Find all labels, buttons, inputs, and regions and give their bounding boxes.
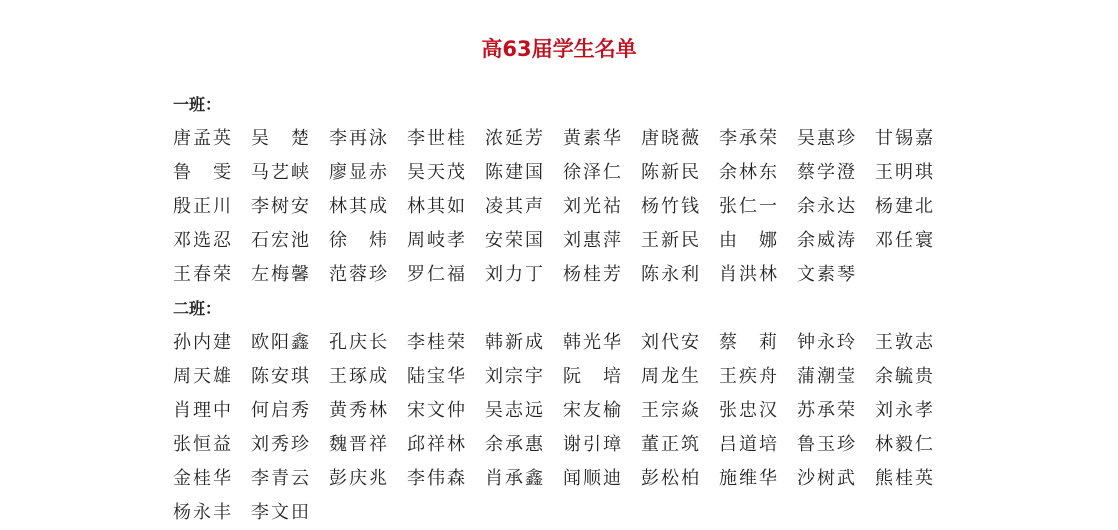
student-name: 浓延芳: [485, 128, 543, 149]
student-name: 刘秀珍: [251, 434, 309, 455]
student-name: 杨建北: [875, 196, 933, 217]
student-name: 左梅馨: [251, 264, 309, 285]
student-name: 熊桂英: [875, 468, 933, 489]
student-name: 蒲潮莹: [797, 366, 855, 387]
student-name: 宋友榆: [563, 400, 621, 421]
student-name: 刘宗宇: [485, 366, 543, 387]
student-name: 吴志远: [485, 400, 543, 421]
student-name: 彭庆兆: [329, 468, 387, 489]
student-name: 范蓉珍: [329, 264, 387, 285]
student-name: 王宗焱: [641, 400, 699, 421]
class-heading: 一班：: [173, 95, 222, 114]
student-name: 张忠汉: [719, 400, 777, 421]
student-name: 刘代安: [641, 332, 699, 353]
student-name: 闻顺迪: [563, 468, 621, 489]
student-name: 王新民: [641, 230, 699, 251]
student-name: 蔡学澄: [797, 162, 855, 183]
class-section-1: [173, 88, 1053, 292]
student-name: 余林东: [719, 162, 777, 183]
student-name: 何启秀: [251, 400, 309, 421]
student-name: 余威涛: [797, 230, 855, 251]
class-heading: 二班：: [173, 299, 222, 318]
name-grid: [173, 122, 1053, 292]
student-name: 徐泽仁: [563, 162, 621, 183]
student-name: 刘力丁: [485, 264, 543, 285]
student-name: 凌其声: [485, 196, 543, 217]
student-name: 余毓贵: [875, 366, 933, 387]
student-name: 鲁玉珍: [797, 434, 855, 455]
student-name: 安荣国: [485, 230, 543, 251]
student-name: 陆宝华: [407, 366, 465, 387]
student-name: 吕道培: [719, 434, 777, 455]
student-name: 施维华: [719, 468, 777, 489]
student-name: 董正筑: [641, 434, 699, 455]
student-name: 周天雄: [173, 366, 231, 387]
student-name: 吴惠珍: [797, 128, 855, 149]
student-name: 李树安: [251, 196, 309, 217]
student-name: 李世桂: [407, 128, 465, 149]
page-title: 高63届学生名单: [481, 37, 637, 61]
student-name: 杨竹钱: [641, 196, 699, 217]
student-name: 邱祥林: [407, 434, 465, 455]
student-name: 黄素华: [563, 128, 621, 149]
student-name: 罗仁福: [407, 264, 465, 285]
student-name: 林其如: [407, 196, 465, 217]
student-name: 文素琴: [797, 264, 855, 285]
student-name: 黄秀林: [329, 400, 387, 421]
student-name: 刘光祜: [563, 196, 621, 217]
student-name: 陈建国: [485, 162, 543, 183]
student-name: 欧阳鑫: [251, 332, 309, 353]
student-name: 刘永孝: [875, 400, 933, 421]
student-name: 彭松柏: [641, 468, 699, 489]
student-name: 邓任寰: [875, 230, 933, 251]
student-name: 陈安琪: [251, 366, 309, 387]
student-name: 陈新民: [641, 162, 699, 183]
student-name: 谢引璋: [563, 434, 621, 455]
student-name: 杨桂芳: [563, 264, 621, 285]
student-name: 由娜: [719, 230, 777, 251]
student-roster: [173, 88, 1053, 530]
student-name: 唐晓薇: [641, 128, 699, 149]
student-name: 王敦志: [875, 332, 933, 353]
student-name: 唐孟英: [173, 128, 231, 149]
student-name: 廖显赤: [329, 162, 387, 183]
student-name: 周龙生: [641, 366, 699, 387]
name-grid: [173, 326, 1053, 530]
student-name: 王疾舟: [719, 366, 777, 387]
student-name: 杨永丰: [173, 502, 231, 523]
class-section-2: [173, 292, 1053, 530]
student-name: 殷正川: [173, 196, 231, 217]
student-name: 钟永玲: [797, 332, 855, 353]
student-name: 刘惠萍: [563, 230, 621, 251]
student-name: 韩光华: [563, 332, 621, 353]
student-name: 蔡莉: [719, 332, 777, 353]
student-name: 张仁一: [719, 196, 777, 217]
student-name: 王明琪: [875, 162, 933, 183]
student-name: 李再泳: [329, 128, 387, 149]
student-name: 李青云: [251, 468, 309, 489]
student-name: 阮培: [563, 366, 621, 387]
student-name: 肖承鑫: [485, 468, 543, 489]
student-name: 李桂荣: [407, 332, 465, 353]
student-name: 孔庆长: [329, 332, 387, 353]
student-name: 肖理中: [173, 400, 231, 421]
student-name: 石宏池: [251, 230, 309, 251]
student-name: 张恒益: [173, 434, 231, 455]
student-name: 余承惠: [485, 434, 543, 455]
student-name: 李伟森: [407, 468, 465, 489]
student-name: 马艺峡: [251, 162, 309, 183]
student-name: 李承荣: [719, 128, 777, 149]
student-name: 徐炜: [329, 230, 387, 251]
student-name: 鲁雯: [173, 162, 231, 183]
student-name: 韩新成: [485, 332, 543, 353]
student-name: 余永达: [797, 196, 855, 217]
student-name: 周岐孝: [407, 230, 465, 251]
student-name: 陈永利: [641, 264, 699, 285]
student-name: 沙树武: [797, 468, 855, 489]
student-name: 吴楚: [251, 128, 309, 149]
student-name: 林其成: [329, 196, 387, 217]
student-name: 金桂华: [173, 468, 231, 489]
student-name: 王琢成: [329, 366, 387, 387]
student-name: 魏晋祥: [329, 434, 387, 455]
student-name: 甘锡嘉: [875, 128, 933, 149]
student-name: 宋文仲: [407, 400, 465, 421]
student-name: 孙内建: [173, 332, 231, 353]
student-name: 王春荣: [173, 264, 231, 285]
student-name: 林毅仁: [875, 434, 933, 455]
student-name: 吴天茂: [407, 162, 465, 183]
student-name: 肖洪林: [719, 264, 777, 285]
student-name: 苏承荣: [797, 400, 855, 421]
student-name: 李文田: [251, 502, 309, 523]
student-name: 邓选忍: [173, 230, 231, 251]
